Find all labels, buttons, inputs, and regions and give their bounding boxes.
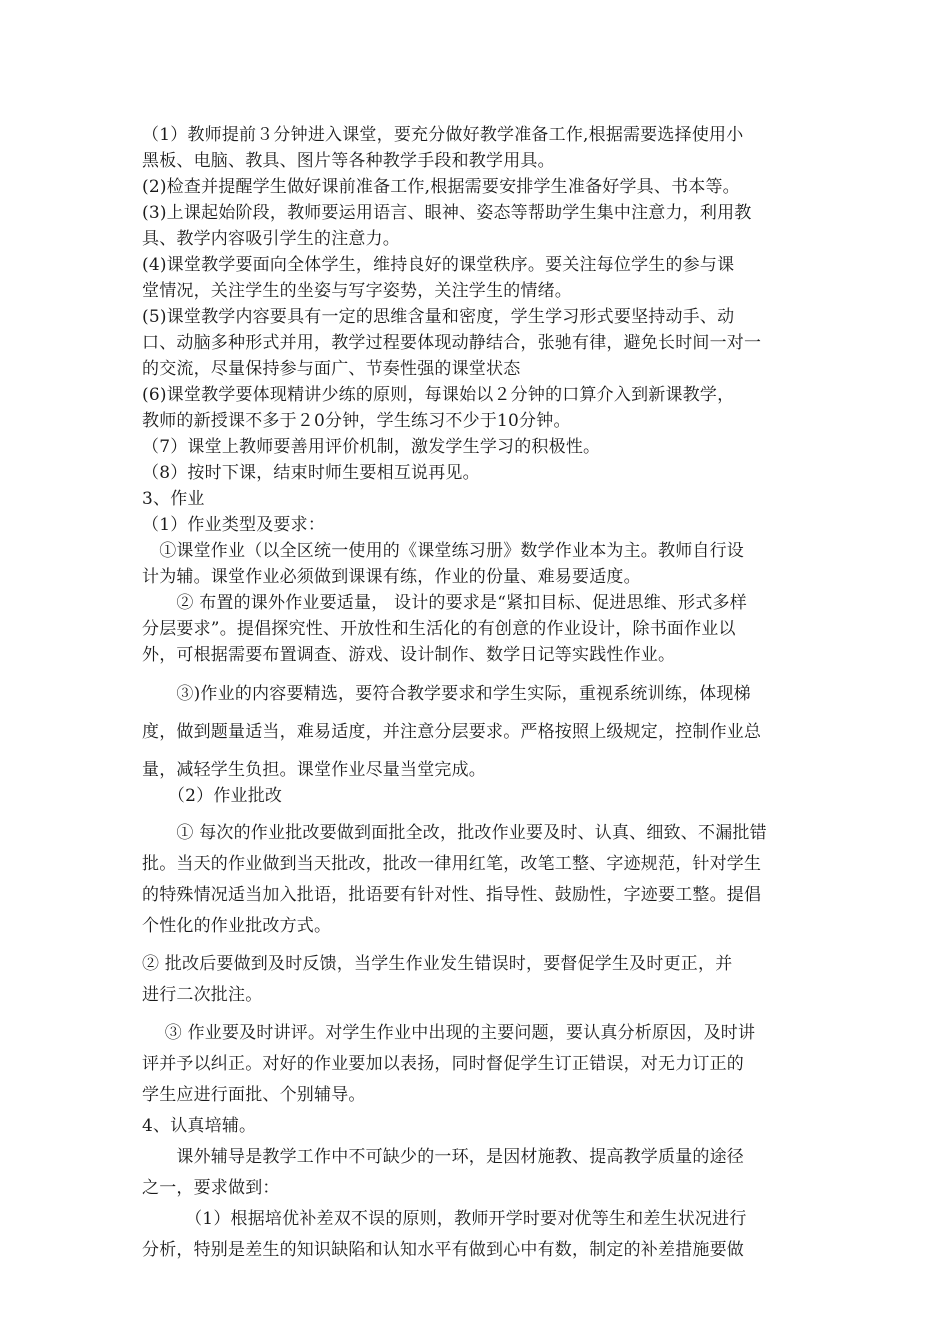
text-line: 分层要求”。提倡探究性、开放性和生活化的有创意的作业设计，除书面作业以 (142, 619, 736, 639)
text-line: 教师的新授课不多于２0分钟，学生练习不少于10分钟。 (142, 411, 571, 431)
text-line: 计为辅。课堂作业必须做到课课有练，作业的份量、难易要适度。 (142, 567, 641, 587)
text-line: （8）按时下课，结束时师生要相互说再见。 (142, 463, 480, 483)
text-line: 黑板、电脑、教具、图片等各种教学手段和教学用具。 (142, 151, 555, 171)
text-line: 分析，特别是差生的知识缺陷和认知水平有做到心中有数，制定的补差措施要做 (142, 1240, 744, 1260)
text-line: 度，做到题量适当，难易适度，并注意分层要求。严格按照上级规定，控制作业总 (142, 722, 762, 742)
text-line: 课外辅导是教学工作中不可缺少的一环，是因材施教、提高教学质量的途径 (142, 1147, 744, 1167)
text-line: ①课堂作业（以全区统一使用的《课堂练习册》数学作业本为主。教师自行设 (142, 541, 744, 561)
text-line: （7）课堂上教师要善用评价机制，激发学生学习的积极性。 (142, 437, 601, 457)
text-line: 评并予以纠正。对好的作业要加以表扬，同时督促学生订正错误，对无力订正的 (142, 1054, 744, 1074)
text-line: 学生应进行面批、个别辅导。 (142, 1085, 366, 1105)
text-line: 堂情况，关注学生的坐姿与写字姿势，关注学生的情绪。 (142, 281, 572, 301)
text-line: 的特殊情况适当加入批语，批语要有针对性、指导性、鼓励性，字迹要工整。提倡 (142, 885, 762, 905)
text-line: 外，可根据需要布置调查、游戏、设计制作、数学日记等实践性作业。 (142, 645, 676, 665)
text-line: 批。当天的作业做到当天批改，批改一律用红笔，改笔工整、字迹规范，针对学生 (142, 854, 762, 874)
text-line: （2）作业批改 (142, 786, 283, 806)
section-heading: 3、作业 (142, 489, 205, 509)
text-line: 量，减轻学生负担。课堂作业尽量当堂完成。 (142, 760, 486, 780)
text-line: ③ 作业要及时讲评。对学生作业中出现的主要问题，要认真分析原因，及时讲 (142, 1023, 756, 1043)
text-line: (4)课堂教学要面向全体学生，维持良好的课堂秩序。要关注每位学生的参与课 (142, 255, 735, 275)
text-line: ② 布置的课外作业要适量， 设计的要求是“紧扣目标、促进思维、形式多样 (142, 593, 747, 613)
text-line: (2)检查并提醒学生做好课前准备工作,根据需要安排学生准备好学具、书本等。 (142, 177, 740, 197)
text-line: ③)作业的内容要精选，要符合教学要求和学生实际，重视系统训练，体现梯 (142, 684, 751, 704)
text-line: 具、教学内容吸引学生的注意力。 (142, 229, 400, 249)
text-line: 进行二次批注。 (142, 985, 263, 1005)
text-line: （1）教师提前３分钟进入课堂，要充分做好教学准备工作,根据需要选择使用小 (142, 125, 744, 145)
text-line: （1）作业类型及要求： (142, 515, 326, 535)
text-line: (6)课堂教学要体现精讲少练的原则，每课始以２分钟的口算介入到新课教学， (142, 385, 735, 405)
section-heading: 4、认真培辅。 (142, 1116, 257, 1136)
text-line: 个性化的作业批改方式。 (142, 916, 332, 936)
text-line: (3)上课起始阶段，教师要运用语言、眼神、姿态等帮助学生集中注意力，利用教 (142, 203, 752, 223)
text-line: （1）根据培优补差双不误的原则，教师开学时要对优等生和差生状况进行 (142, 1209, 747, 1229)
text-line: 之一，要求做到： (142, 1178, 280, 1198)
text-line: ② 批改后要做到及时反馈，当学生作业发生错误时，要督促学生及时更正，并 (142, 954, 733, 974)
text-line: 口、动脑多种形式并用，教学过程要体现动静结合，张驰有律，避免长时间一对一 (142, 333, 762, 353)
text-line: 的交流，尽量保持参与面广、节奏性强的课堂状态 (142, 359, 521, 379)
text-line: ① 每次的作业批改要做到面批全改，批改作业要及时、认真、细致、不漏批错 (142, 823, 767, 843)
text-line: (5)课堂教学内容要具有一定的思维含量和密度，学生学习形式要坚持动手、动 (142, 307, 735, 327)
